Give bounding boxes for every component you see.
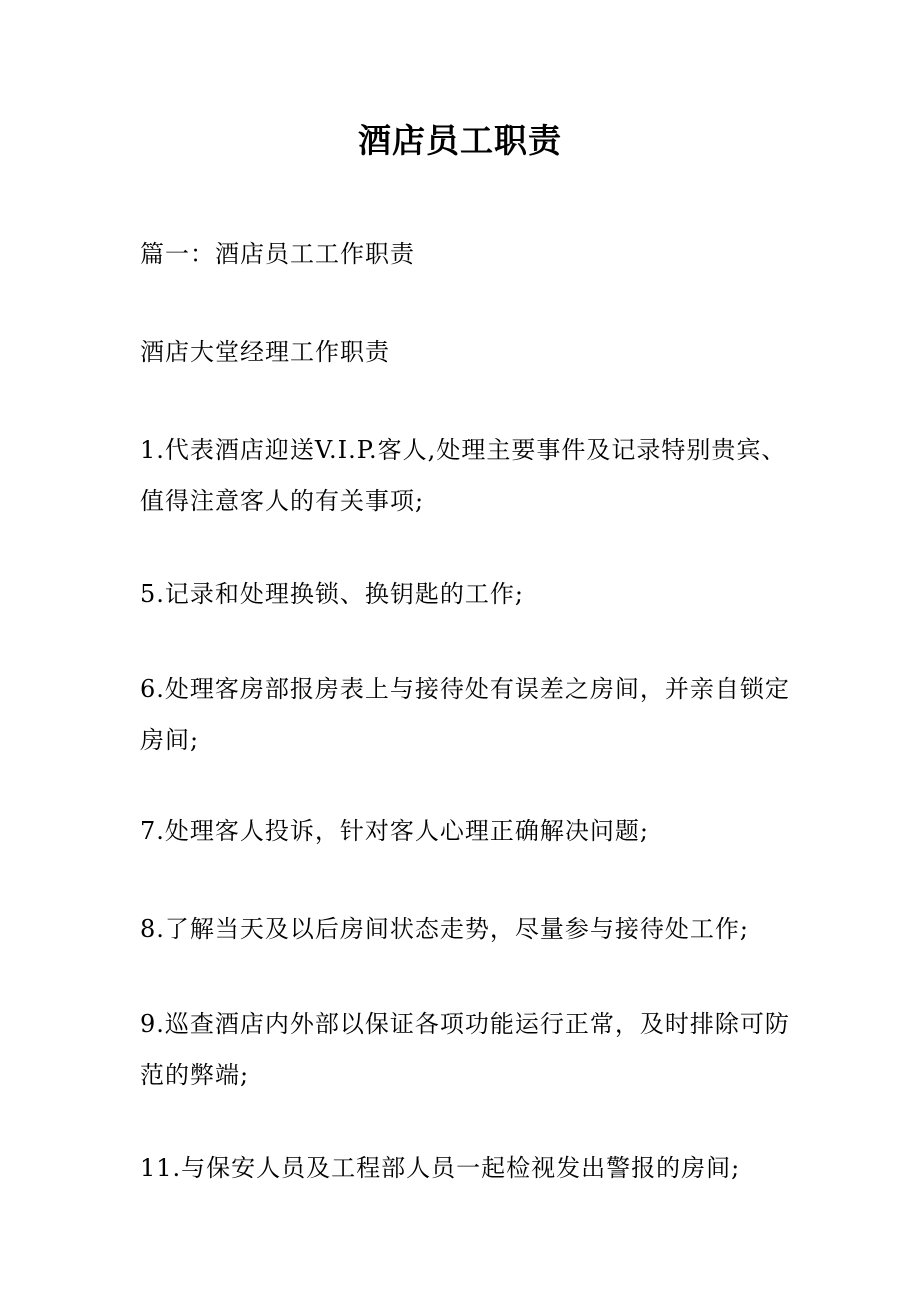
list-item-line: 11.与保安人员及工程部人员一起检视发出警报的房间; — [140, 1154, 741, 1182]
document-title: 酒店员工职责 — [358, 121, 562, 160]
list-item-line: 7.处理客人投诉，针对客人心理正确解决问题; — [140, 817, 649, 845]
list-item-line: 5.记录和处理换锁、换钥匙的工作; — [140, 580, 524, 608]
list-item — [140, 1143, 790, 1194]
list-item-line: 值得注意客人的有关事项; — [140, 487, 425, 515]
list-item-line: 9.巡查酒店内外部以保证各项功能运行正常，及时排除可防 — [140, 1010, 790, 1038]
list-item — [140, 425, 790, 527]
list-item-line: 1.代表酒店迎送V.I.P.客人,处理主要事件及记录特别贵宾、 — [140, 436, 787, 464]
section-heading: 篇一：酒店员工工作职责 — [140, 240, 415, 268]
list-item — [140, 999, 790, 1101]
list-item-line: 8.了解当天及以后房间状态走势，尽量参与接待处工作; — [140, 915, 749, 943]
list-item — [140, 904, 790, 955]
list-item-line: 范的弊端; — [140, 1061, 250, 1089]
subheading: 酒店大堂经理工作职责 — [140, 338, 390, 366]
list-item — [140, 806, 790, 857]
list-item — [140, 569, 790, 620]
list-item-line: 6.处理客房部报房表上与接待处有误差之房间，并亲自锁定 — [140, 675, 790, 703]
list-item-line: 房间; — [140, 726, 200, 754]
list-item — [140, 664, 790, 766]
